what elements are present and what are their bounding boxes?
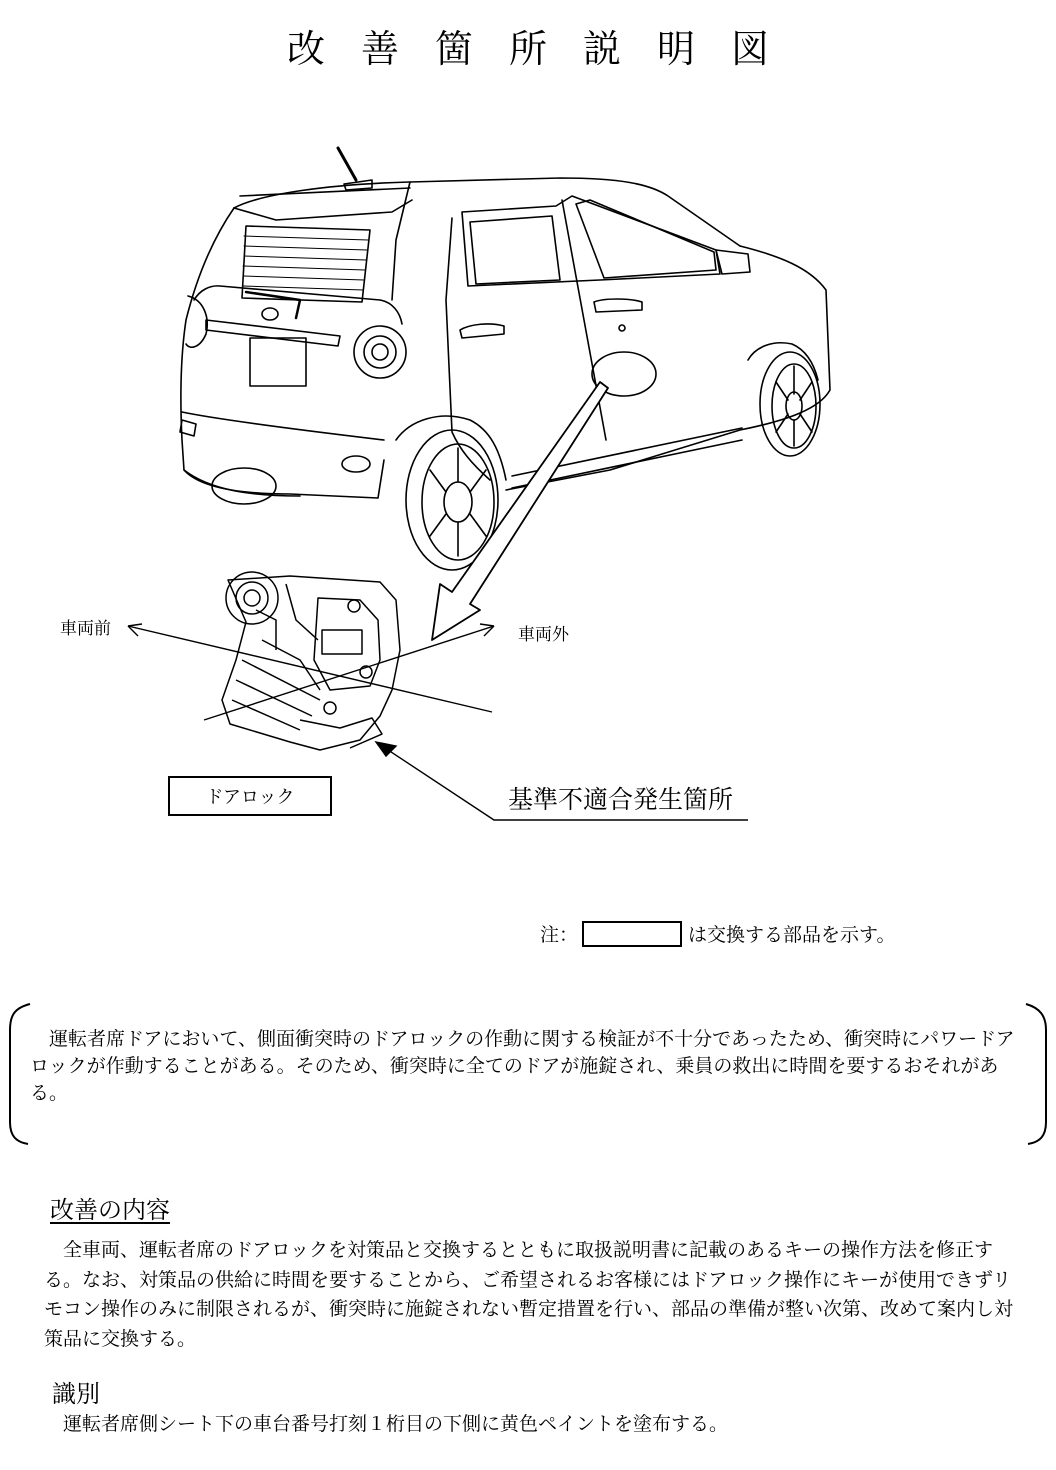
defect-summary: 運転者席ドアにおいて、側面衝突時のドアロックの作動に関する検証が不十分であったため、衝突時にパワードアロックが作動することがある。そのため、衝突時に全てのドアが施錠され、乗員の救出に時間を要するおそれがある。 [30, 1028, 1015, 1104]
improvement-heading: 改善の内容 [50, 1196, 170, 1224]
note-suffix: は交換する部品を示す。 [688, 924, 896, 946]
note-prefix: 注： [540, 924, 579, 946]
defect-location-label: 基準不適合発生箇所 [508, 785, 734, 814]
page-title: 改善箇所説明図 [286, 27, 805, 71]
door-lock-label: ドアロック [168, 776, 332, 816]
identification-body: 運転者席側シート下の車台番号打刻１桁目の下側に黄色ペイントを塗布する。 [44, 1413, 729, 1435]
improvement-body: 全車両、運転者席のドアロックを対策品と交換するとともに取扱説明書に記載のあるキーの操作方法を修正する。なお、対策品の供給に時間を要することから、ご希望されるお客様にはドアロック操作にキーが使用できずリモコン操作のみに制限されるが、衝突時に施錠されない暫定措置を行い、部品の準備が整い次第、改めて案内し対策品に交換する。 [44, 1239, 1014, 1350]
identification-heading: 識別 [52, 1380, 100, 1408]
replacement-part-swatch [582, 921, 682, 947]
legend-note [540, 920, 896, 947]
vehicle-front-label: 車両前 [60, 619, 111, 639]
vehicle-outside-label: 車両外 [518, 625, 569, 645]
